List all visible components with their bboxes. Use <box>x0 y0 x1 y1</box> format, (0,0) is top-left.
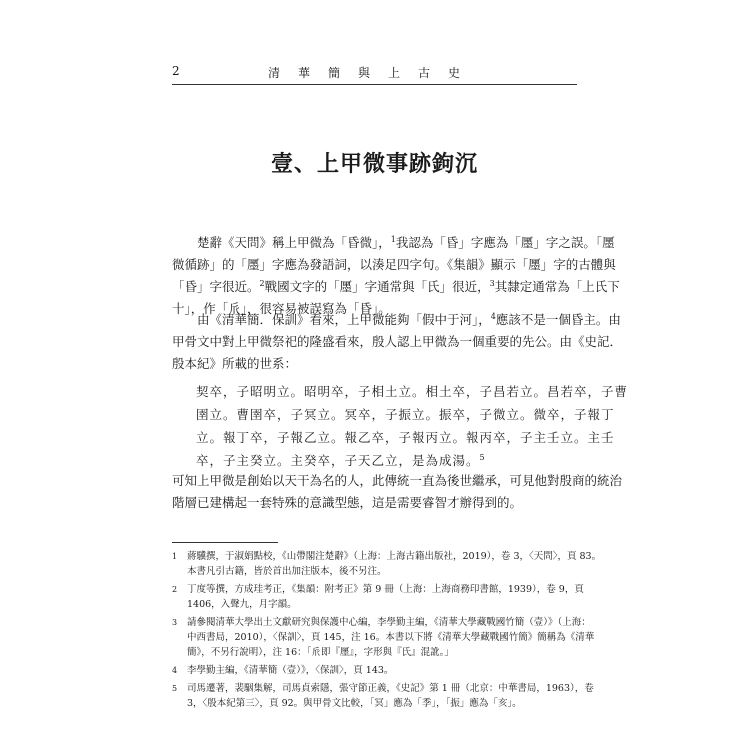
page-number: 2 <box>172 64 180 78</box>
paragraph-line: 微循跡」的「㕓」字應為發語詞，以湊足四字句。《集韻》顯示「㕓」字的古體與 <box>172 257 616 272</box>
footnote-line: 司馬遷著，裴駰集解，司馬貞索隱，張守節正義，《史記》第 1 冊（北京：中華書局，1963），卷 <box>187 683 594 694</box>
page-header <box>172 64 577 84</box>
paragraph-line: 甲骨文中對上甲微祭祀的隆盛看來，殷人認上甲微為一個重要的先公。由《史記． <box>172 334 623 349</box>
paragraph-line: 楚辭《天問》稱上甲微為「昏微」，$^1$我認為「昏」字應為「㕓」字之誤。「㕓 <box>197 234 615 250</box>
footnote-number: 1 <box>172 552 178 561</box>
footnote-number: 2 <box>172 585 178 594</box>
footnote-line: 請參閱清華大學出土文獻研究與保護中心編，李學勤主編，《清華大學藏戰國竹簡（壹）》（上海： <box>187 617 591 628</box>
paragraph-line: 由《清華簡．保訓》看來，上甲微能夠「假中于河」，$^4$應該不是一個昏主。由 <box>197 311 621 327</box>
chapter-title: 壹、上甲微事跡鉤沉 <box>270 151 478 177</box>
footnote <box>172 663 577 678</box>
footnote <box>172 615 595 660</box>
footnote-line: 蔣驥撰，于淑娟點校，《山帶閣注楚辭》（上海：上海古籍出版社，2019），卷 3，〈天問〉，頁 83。 <box>187 551 602 562</box>
paragraph-line: 殷本紀》所載的世系： <box>172 356 298 371</box>
footnote-ref[interactable]: 2 <box>259 278 265 288</box>
footnotes <box>172 549 602 714</box>
running-title: 清華簡與上古史 <box>268 66 479 80</box>
footnote-line: 中西書局，2010），〈保訓〉，頁 145，注 16。本書以下將《清華大學藏戰國竹簡》簡稱為《清華 <box>187 632 595 643</box>
footnote-number: 5 <box>172 684 178 693</box>
quote-line: 立。報丁卒，子報乙立。報乙卒，子報丙立。報丙卒，子主壬立。主壬 <box>196 430 615 445</box>
paragraph-line: 「昏」字很近。$^2$戰國文字的「㕓」字通常與「氏」很近，$^3$其隸定通常為「上氏下 <box>172 278 620 294</box>
paragraph-3 <box>172 470 623 514</box>
footnote-line: 李學勤主編，《清華簡（壹）》，〈保訓〉，頁 143。 <box>187 665 394 676</box>
footnote-line: 簡》，不另行說明），注 16：「𠂢即『㕓』，字形與『氏』混訛。」 <box>187 647 454 658</box>
footnote-number: 3 <box>172 618 178 627</box>
block-quote <box>196 380 629 472</box>
footnote <box>172 582 584 612</box>
footnote-ref[interactable]: 1 <box>390 234 396 244</box>
quote-line: 契卒，子昭明立。昭明卒，子相土立。相土卒，子昌若立。昌若卒，子曹 <box>196 384 629 399</box>
footnote-line: 3，〈殷本紀第三〉，頁 92。與甲骨文比較，「冥」應為「季」，「振」應為「亥」。 <box>187 698 522 709</box>
paragraph-1 <box>172 232 620 320</box>
footnote-rule <box>172 542 278 543</box>
footnote <box>172 681 594 711</box>
footnote-line: 本書凡引古籍，皆於首出加注版本，後不另注。 <box>187 566 387 577</box>
footnote-line: 1406，入聲九，月字韻。 <box>187 599 297 610</box>
footnote-ref[interactable]: 5 <box>479 452 486 462</box>
footnote-ref[interactable]: 3 <box>489 278 495 288</box>
footnote <box>172 549 602 579</box>
footnote-line: 丁度等撰，方成珪考正，《集韻：附考正》第 9 冊（上海：上海商務印書館，1939），卷 9，頁 <box>187 584 584 595</box>
paragraph-line: 階層已建構起一套特殊的意識型態，這是需要睿智才辦得到的。 <box>172 495 523 510</box>
paragraph-2 <box>172 309 623 375</box>
quote-line: 圉立。曹圉卒，子冥立。冥卒，子振立。振卒，子微立。微卒，子報丁 <box>196 407 615 422</box>
paragraph-line: 可知上甲微是創始以天干為名的人，此傳統一直為後世繼承，可見他對殷商的統治 <box>172 473 623 488</box>
quote-line: 卒，子主癸立。主癸卒，子天乙立，是為成湯。$^5$ <box>196 452 486 468</box>
footnote-ref[interactable]: 4 <box>490 311 496 321</box>
header-rule <box>172 84 577 85</box>
footnote-number: 4 <box>172 666 178 675</box>
paragraph-line: 十」，作「𠂢」，很容易被誤寫為「昏」。 <box>172 301 391 316</box>
